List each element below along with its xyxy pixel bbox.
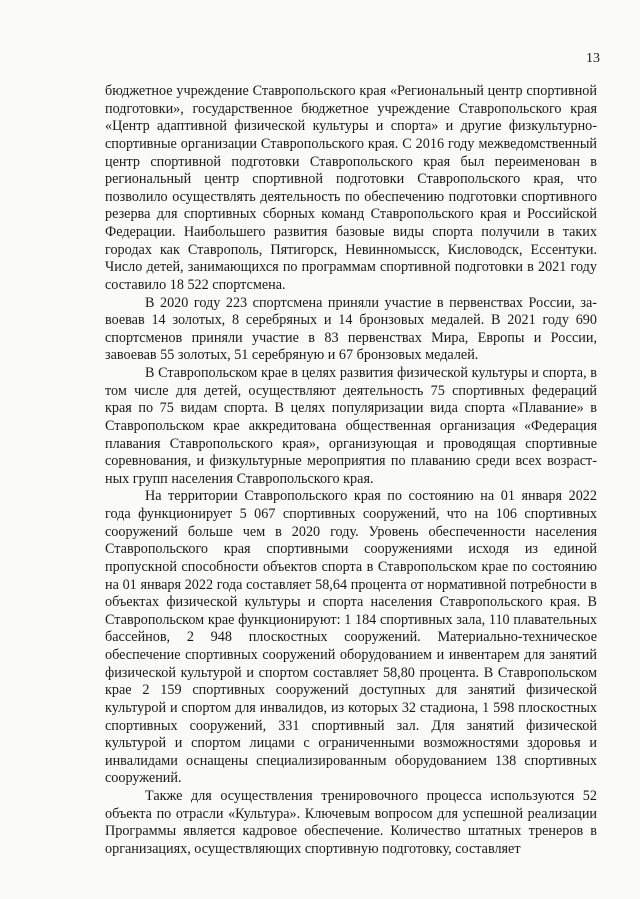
paragraph-facilities: На территории Ставропольского края по состоянию на 01 января 2022 года функционирует 5 067 спортивных сооружений, что на 106 спортивных сооружений больше чем в 2020 году. Уровень обеспеченности населения Ставропольского края спортивными сооружениями исходя из единой пропускной способности объектов спорта в Ставропольском крае по состоянию на 01 января 2022 года составляет 58,64 процента от нормативной потребности в объектах физической культуры и спорта населения Ставропольского края. В Ставропольском крае функционируют: 1 184 спортивных зала, 110 плавательных бассейнов, 2 948 плоскостных сооружений. Материально-техническое обеспечение спортивных сооружений оборудованием и инвентарем для занятий физической культурой и спортом составляет 58,80 процента. В Ставропольском крае 2 159 спортивных сооружений доступных для занятий физической культурой и спортом для инвалидов, из которых 32 стадиона, 1 598 плоскостных спортивных сооружений, 331 спортивный зал. Для занятий физической культурой и спортом лицами с ограниченными возможностями здоровья и инвалидами оснащены специализированным оборудованием 138 спортивных сооружений. <box>105 488 597 787</box>
paragraph-staffing: Также для осуществления тренировочного процесса используются 52 объекта по отрасли «Культура». Ключевым вопросом для успешной реализации Программы является кадровое обеспечение. Количество штатных тренеров в организациях, осуществляющих спортивную подготовку, составляет <box>105 788 597 857</box>
paragraph-competitions: В 2020 году 223 спортсмена приняли участие в первенствах России, завоевав 14 золотых, 8 серебряных и 14 бронзовых медалей. В 2021 году 690 спортсменов приняли участие в 83 первенствах Мира, Европы и России, завоевав 55 золотых, 51 серебряную и 67 бронзовых медалей. <box>105 294 597 364</box>
paragraph-continuation: бюджетное учреждение Ставропольского края «Региональный центр спортивной подготовки», государственное бюджетное учреждение Ставропольского края «Центр адаптивной физической культуры и спорта» и другие физкультурно-спортивные организации Ставропольского края. С 2016 году межведомственный центр спортивной подготовки Ставропольского края был переименован в региональный центр спортивной подготовки Ставропольского края, что позволило осуществлять деятельность по обеспечению подготовки спортивного резерва для спортивных сборных команд Ставропольского края и Российской Федерации. Наибольшего развития базовые виды спорта получили в таких городах как Ставрополь, Пятигорск, Невинномысск, Кисловодск, Ессентуки. Число детей, занимающихся по программам спортивной подготовки в 2021 году составило 18 522 спортсмена. <box>105 83 597 293</box>
body-text <box>105 83 597 859</box>
paragraph-federations: В Ставропольском крае в целях развития физической культуры и спорта, в том числе для детей, осуществляют деятельность 75 спортивных федераций края по 75 видам спорта. В целях популяризации вида спорта «Плавание» в Ставропольском крае аккредитована общественная организация «Федерация плавания Ставропольского края», организующая и проводящая спортивные соревнования, и физкультурные мероприятия по плаванию среди всех возрастных групп населения Ставропольского края. <box>105 365 597 487</box>
page-number: 13 <box>586 51 600 66</box>
